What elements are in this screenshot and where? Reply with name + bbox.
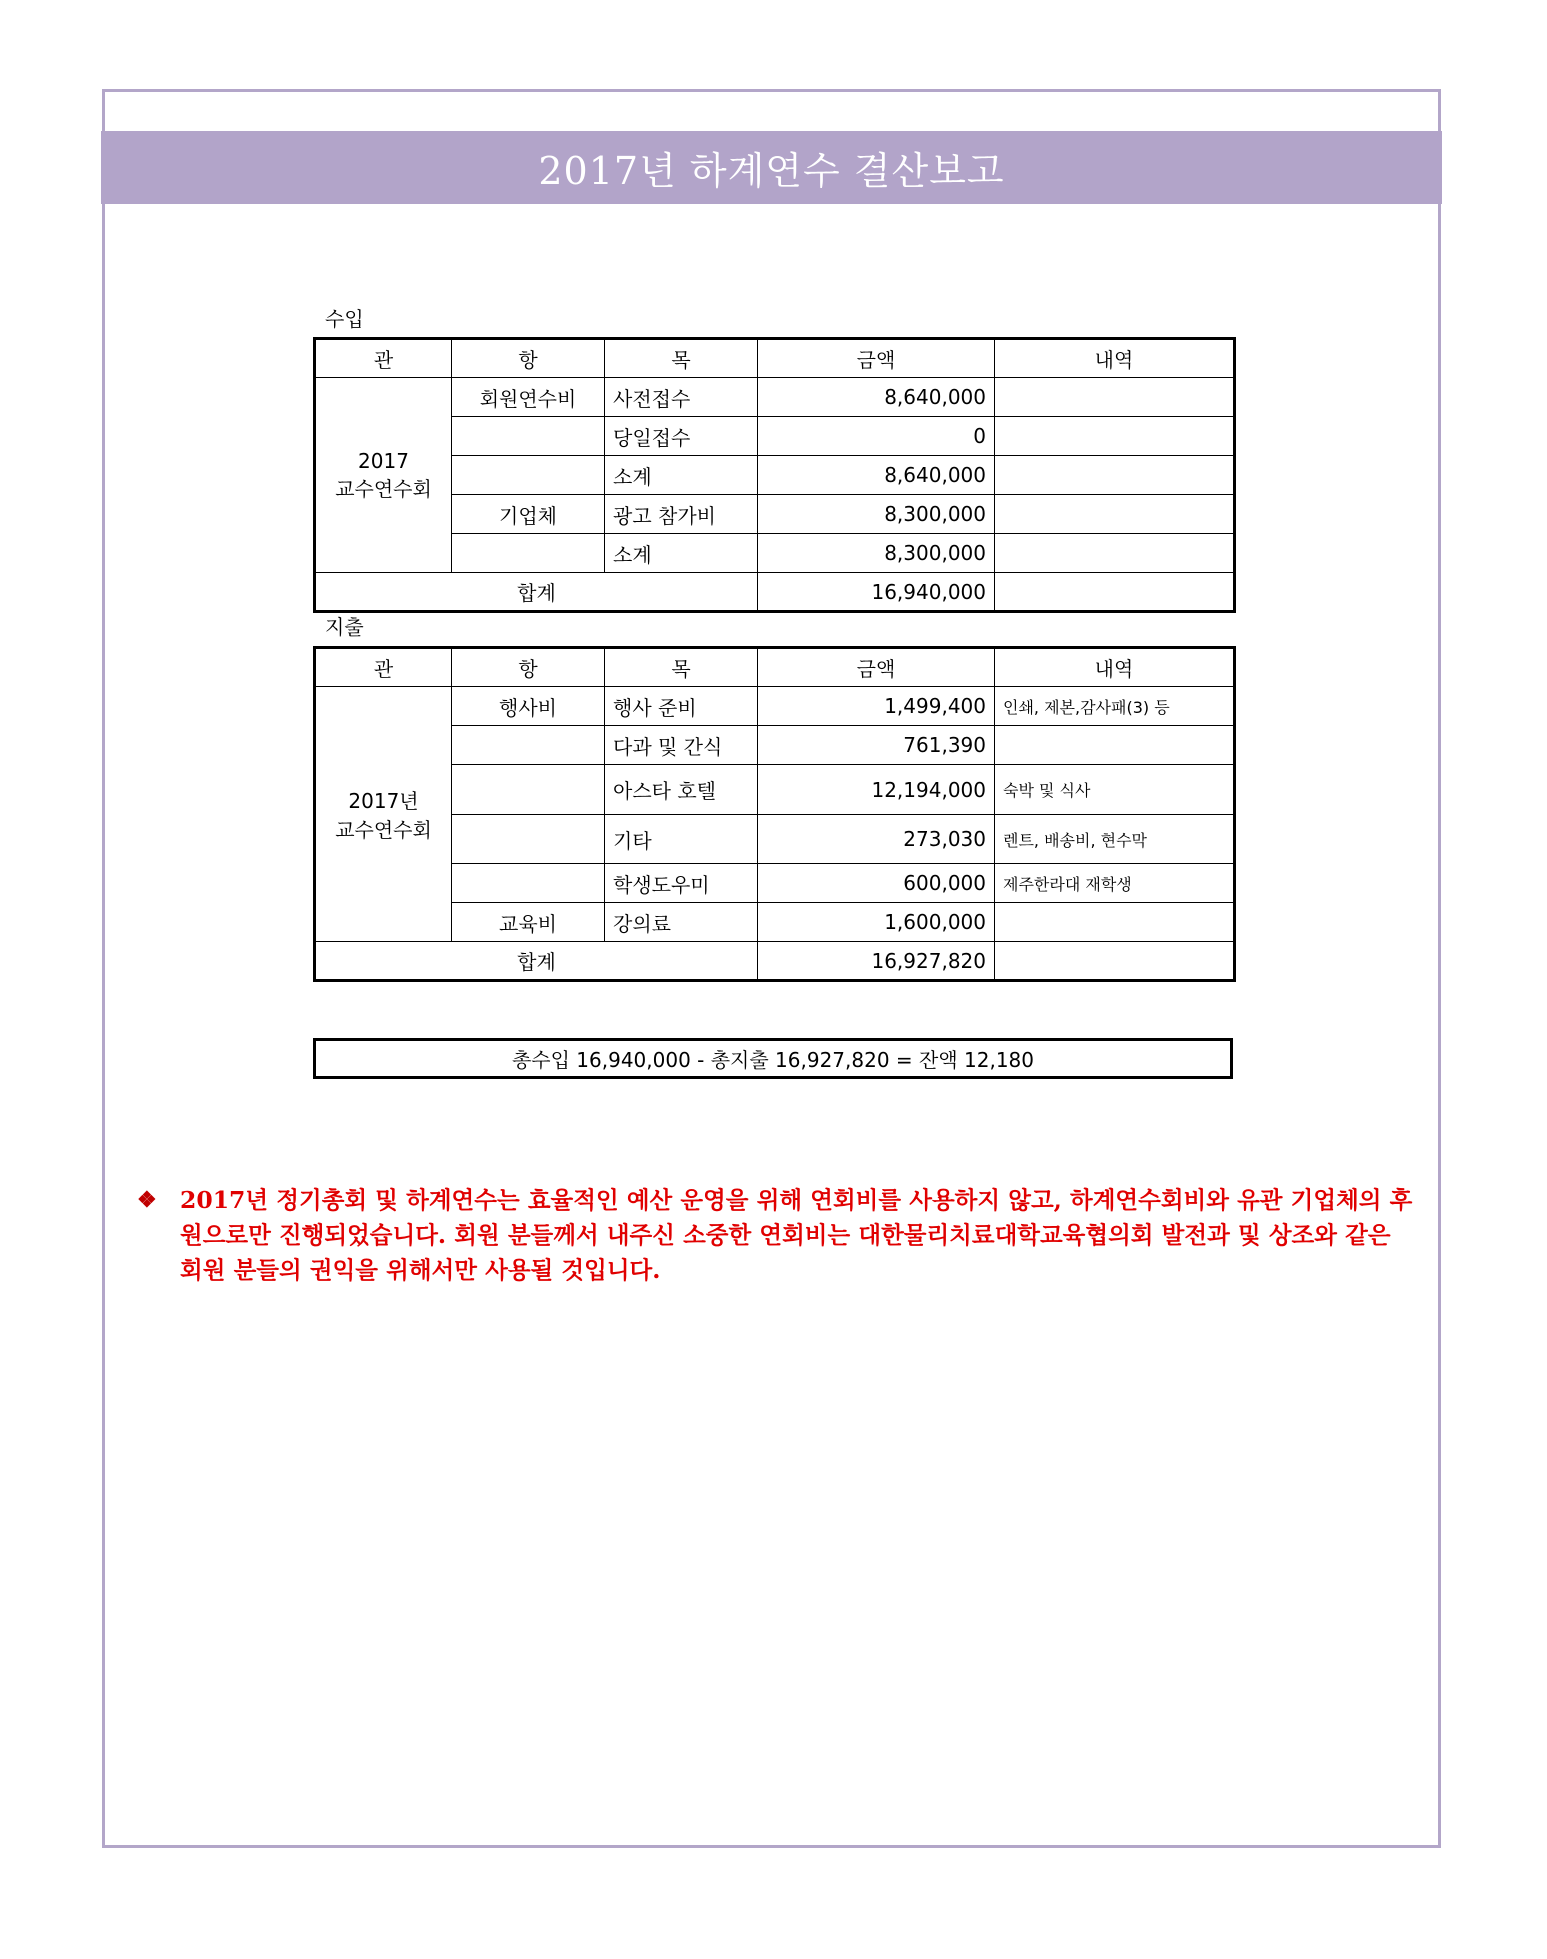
expense-group-cell (315, 687, 452, 942)
cell-amount: 8,300,000 (758, 534, 995, 573)
cell-amount: 12,194,000 (758, 765, 995, 815)
income-total-amount: 16,940,000 (758, 573, 995, 612)
cell-mok: 행사 준비 (605, 687, 758, 726)
cell-mok: 당일접수 (605, 417, 758, 456)
notice-block (137, 1183, 1417, 1288)
table-row (315, 726, 1235, 765)
diamond-bullet-icon: ❖ (137, 1187, 157, 1213)
cell-note: 렌트, 배송비, 현수막 (995, 815, 1235, 864)
cell-mok: 학생도우미 (605, 864, 758, 903)
cell-hang (452, 864, 605, 903)
cell-mok: 광고 참가비 (605, 495, 758, 534)
cell-amount: 8,640,000 (758, 456, 995, 495)
header-note: 내역 (995, 648, 1235, 687)
table-row (315, 456, 1235, 495)
cell-amount: 8,640,000 (758, 378, 995, 417)
cell-note (995, 903, 1235, 942)
cell-amount: 1,499,400 (758, 687, 995, 726)
table-row (315, 903, 1235, 942)
expense-total-amount: 16,927,820 (758, 942, 995, 981)
expense-total-label: 합계 (315, 942, 758, 981)
title-banner (101, 131, 1442, 204)
header-gwan: 관 (315, 339, 452, 378)
income-total-label: 합계 (315, 573, 758, 612)
header-hang: 항 (452, 648, 605, 687)
table-row (315, 815, 1235, 864)
table-row (315, 495, 1235, 534)
cell-hang (452, 765, 605, 815)
income-header-row (315, 339, 1235, 378)
cell-mok: 소계 (605, 456, 758, 495)
expense-group-line1: 2017년 (348, 789, 419, 813)
cell-amount: 8,300,000 (758, 495, 995, 534)
table-row (315, 534, 1235, 573)
table-row (315, 765, 1235, 815)
cell-amount: 1,600,000 (758, 903, 995, 942)
cell-mok: 소계 (605, 534, 758, 573)
cell-note (995, 534, 1235, 573)
expense-label: 지출 (325, 615, 364, 639)
header-amount: 금액 (758, 648, 995, 687)
cell-hang (452, 815, 605, 864)
cell-amount: 273,030 (758, 815, 995, 864)
balance-summary (313, 1038, 1233, 1079)
notice-text: 2017년 정기총회 및 하계연수는 효율적인 예산 운영을 위해 연회비를 사용하지 않고, 하계연수회비와 유관 기업체의 후원으로만 진행되었습니다. 회원 분들께서 내주신 소중한 연회비는 대한물리치료대학교육협의회 발전과 및 상조와 같은 회원 분들의 권익을 위해서만 사용될 것입니다. (180, 1186, 1413, 1284)
page-title: 2017년 하계연수 결산보고 (538, 149, 1005, 193)
table-row (315, 417, 1235, 456)
income-total-note (995, 573, 1235, 612)
income-group-line1: 2017 (358, 448, 409, 473)
header-note: 내역 (995, 339, 1235, 378)
income-group-line2: 교수연수회 (335, 476, 432, 501)
cell-hang: 교육비 (452, 903, 605, 942)
cell-note (995, 495, 1235, 534)
income-table (313, 337, 1236, 613)
cell-mok: 기타 (605, 815, 758, 864)
expense-total-row (315, 942, 1235, 981)
header-gwan: 관 (315, 648, 452, 687)
income-total-row (315, 573, 1235, 612)
expense-total-note (995, 942, 1235, 981)
income-group-cell (315, 378, 452, 573)
expense-table (313, 646, 1236, 982)
income-label: 수입 (325, 307, 364, 331)
cell-note (995, 378, 1235, 417)
table-row (315, 687, 1235, 726)
cell-hang (452, 726, 605, 765)
header-hang: 항 (452, 339, 605, 378)
cell-note: 제주한라대 재학생 (995, 864, 1235, 903)
cell-mok: 사전접수 (605, 378, 758, 417)
header-amount: 금액 (758, 339, 995, 378)
cell-hang: 행사비 (452, 687, 605, 726)
cell-hang (452, 417, 605, 456)
expense-header-row (315, 648, 1235, 687)
cell-mok: 아스타 호텔 (605, 765, 758, 815)
balance-summary-text: 총수입 16,940,000 - 총지출 16,927,820 = 잔액 12,180 (511, 1048, 1035, 1072)
expense-group-line2: 교수연수회 (335, 818, 432, 842)
cell-amount: 761,390 (758, 726, 995, 765)
cell-hang (452, 534, 605, 573)
cell-amount: 0 (758, 417, 995, 456)
cell-hang: 기업체 (452, 495, 605, 534)
table-row (315, 378, 1235, 417)
cell-mok: 강의료 (605, 903, 758, 942)
cell-note: 숙박 및 식사 (995, 765, 1235, 815)
cell-hang: 회원연수비 (452, 378, 605, 417)
cell-mok: 다과 및 간식 (605, 726, 758, 765)
cell-note (995, 417, 1235, 456)
cell-note (995, 726, 1235, 765)
cell-note (995, 456, 1235, 495)
header-mok: 목 (605, 648, 758, 687)
cell-hang (452, 456, 605, 495)
header-mok: 목 (605, 339, 758, 378)
cell-note: 인쇄, 제본,감사패(3) 등 (995, 687, 1235, 726)
table-row (315, 864, 1235, 903)
cell-amount: 600,000 (758, 864, 995, 903)
